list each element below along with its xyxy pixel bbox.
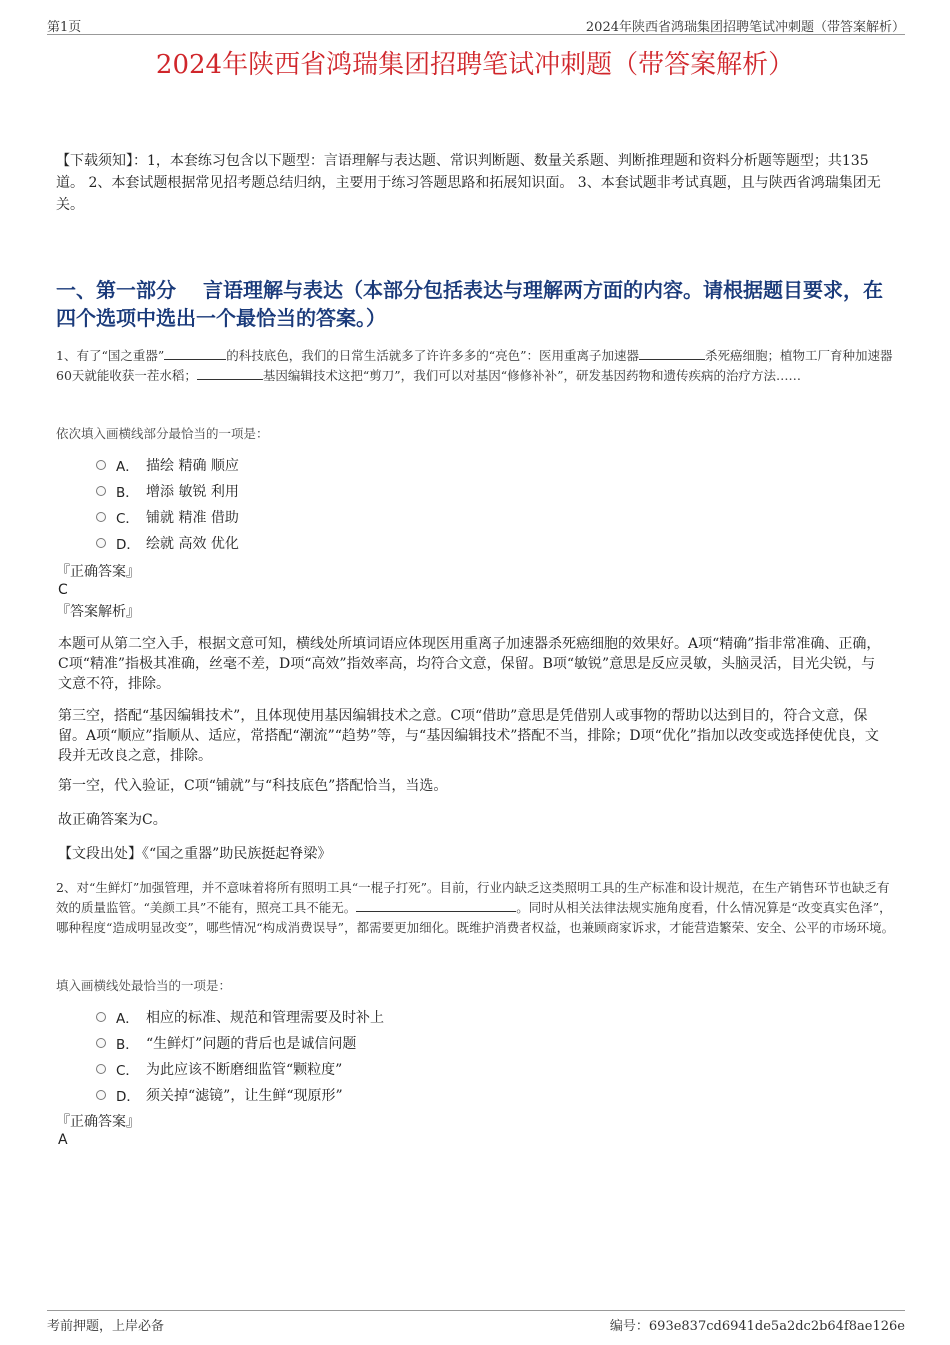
option-b[interactable]: B． 增添 敏锐 利用 xyxy=(96,478,239,504)
radio-icon[interactable] xyxy=(96,1038,106,1048)
analysis-paragraph: 故正确答案为C。 xyxy=(58,812,167,828)
question-1-text: 1、有了“国之重器” 的科技底色，我们的日常生活就多了许许多多的“亮色”：医用重离子加速器 杀死癌细胞；植物工厂育种加速器60天就能收获一茬水稻； 基因编辑技术这把“剪刀”，我们可以对基因“修修补补”，研发基因药物和遗传疾病的治疗方法…… xyxy=(56,348,893,383)
radio-icon[interactable] xyxy=(96,1090,106,1100)
question-2-text: 2、对“生鲜灯”加强管理，并不意味着将所有照明工具“一棍子打死”。目前，行业内缺乏这类照明工具的生产标准和设计规范，在生产销售环节也缺乏有效的质量监管。“美颜工具”不能有，照亮工具不能无。 。同时从相关法律法规实施角度看，什么情况算是“改变真实色泽”，哪种程度“造成明显改变”，哪些情况“构成消费误导”，都需要更加细化。既维护消费者权益，也兼顾商家诉求，才能营造繁荣、安全、公平的市场环境。 xyxy=(56,880,895,935)
option-a[interactable]: A． 相应的标准、规范和管理需要及时补上 xyxy=(96,1004,384,1030)
radio-icon[interactable] xyxy=(96,538,106,548)
answer-value: A xyxy=(58,1132,68,1148)
blank-1 xyxy=(164,347,226,360)
option-d[interactable]: D． 须关掉“滤镜”，让生鲜“现原形” xyxy=(96,1082,384,1108)
blank-1 xyxy=(356,899,516,912)
source-citation: 【文段出处】《“国之重器”助民族挺起脊梁》 xyxy=(58,846,332,862)
analysis-label: 『答案解析』 xyxy=(56,604,140,620)
answer-value: C xyxy=(58,582,68,598)
page-header xyxy=(47,14,905,35)
analysis-paragraph: 第一空，代入验证，C项“铺就”与“科技底色”搭配恰当，当选。 xyxy=(58,778,448,794)
radio-icon[interactable] xyxy=(96,512,106,522)
header-doc-title: 2024年陕西省鸿瑞集团招聘笔试冲刺题（带答案解析） xyxy=(585,20,905,35)
question-2-instruction: 填入画横线处最恰当的一项是： xyxy=(56,978,232,993)
download-notice: 【下载须知】：1，本套练习包含以下题型：言语理解与表达题、常识判断题、数量关系题、判断推理题和资料分析题等题型；共135道。 2、本套试题根据常见招考题总结归纳，主要用于练习答题思路和拓展知识面。 3、本套试题非考试真题，且与陕西省鸿瑞集团无关。 xyxy=(56,153,881,213)
document-title: 2024年陕西省鸿瑞集团招聘笔试冲刺题（带答案解析） xyxy=(155,50,795,80)
page-footer xyxy=(47,1310,905,1335)
blank-3 xyxy=(197,367,263,380)
blank-2 xyxy=(639,347,705,360)
radio-icon[interactable] xyxy=(96,486,106,496)
analysis-paragraph: 第三空，搭配“基因编辑技术”，且体现使用基因编辑技术之意。C项“借助”意思是凭借别人或事物的帮助以达到目的，符合文意，保留。A项“顺应”指顺从、适应，常搭配“潮流”“趋势”等，与“基因编辑技术”搭配不当，排除；D项“优化”指加以改变或选择使优良，文段并无改良之意，排除。 xyxy=(58,708,879,764)
radio-icon[interactable] xyxy=(96,460,106,470)
radio-icon[interactable] xyxy=(96,1064,106,1074)
analysis-paragraph: 本题可从第二空入手，根据文意可知，横线处所填词语应体现医用重离子加速器杀死癌细胞的效果好。A项“精确”指非常准确、正确，C项“精准”指极其准确，丝毫不差，D项“高效”指效率高，均符合文意，保留。B项“敏锐”意思是反应灵敏，头脑灵活，目光尖锐，与文意不符，排除。 xyxy=(58,636,881,692)
radio-icon[interactable] xyxy=(96,1012,106,1022)
option-a[interactable]: A． 描绘 精确 顺应 xyxy=(96,452,239,478)
option-d[interactable]: D． 绘就 高效 优化 xyxy=(96,530,239,556)
answer-label: 『正确答案』 xyxy=(56,1114,140,1130)
option-c[interactable]: C． 铺就 精准 借助 xyxy=(96,504,239,530)
page-number: 第1页 xyxy=(47,20,82,35)
question-1-options xyxy=(96,452,239,556)
question-2-options xyxy=(96,1004,384,1108)
question-1-instruction: 依次填入画横线部分最恰当的一项是： xyxy=(56,426,269,441)
answer-label: 『正确答案』 xyxy=(56,564,140,580)
footer-slogan: 考前押题，上岸必备 xyxy=(47,1319,165,1334)
option-c[interactable]: C． 为此应该不断磨细监管“颗粒度” xyxy=(96,1056,384,1082)
section-title: 一、第一部分 言语理解与表达（本部分包括表达与理解两方面的内容。请根据题目要求，在四个选项中选出一个最恰当的答案。） xyxy=(56,278,883,330)
footer-serial: 编号：693e837cd6941de5a2dc2b64f8ae126e xyxy=(609,1319,905,1334)
option-b[interactable]: B． “生鲜灯”问题的背后也是诚信问题 xyxy=(96,1030,384,1056)
